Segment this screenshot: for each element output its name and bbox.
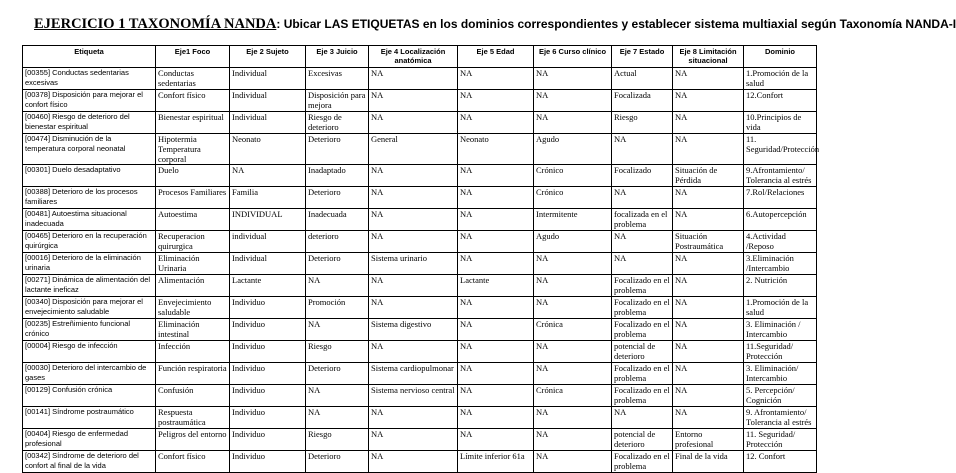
table-cell: Inadecuada (306, 209, 369, 231)
table-cell: Lactante (230, 275, 306, 297)
table-cell: Bienestar espiritual (156, 112, 230, 134)
table-cell: NA (458, 231, 534, 253)
table-cell: Crónico (534, 165, 612, 187)
table-cell: NA (369, 231, 458, 253)
document-title (34, 16, 956, 33)
table-cell: 7.Rol/Relaciones (744, 187, 817, 209)
table-cell: Riesgo de deterioro (306, 112, 369, 134)
table-cell: NA (369, 275, 458, 297)
table-cell: Alimentación (156, 275, 230, 297)
table-cell: 3. Eliminación/ Intercambio (744, 363, 817, 385)
table-cell: potencial de deterioro (612, 429, 673, 451)
table-cell: NA (534, 407, 612, 429)
table-cell: NA (369, 451, 458, 473)
column-header: Eje 7 Estado (612, 46, 673, 68)
table-row (23, 297, 817, 319)
table-cell: Confusión (156, 385, 230, 407)
table-cell: Lactante (458, 275, 534, 297)
table-cell: NA (458, 385, 534, 407)
table-cell: NA (612, 231, 673, 253)
table-cell: potencial de deterioro (612, 341, 673, 363)
label-cell: [00342] Síndrome de deterioro del confort al final de la vida (23, 451, 156, 473)
table-cell: NA (612, 187, 673, 209)
table-cell: NA (369, 90, 458, 112)
table-cell: NA (458, 187, 534, 209)
table-cell: Sistema cardiopulmonar (369, 363, 458, 385)
table-row (23, 90, 817, 112)
table-cell: Confort físico (156, 90, 230, 112)
table-cell: NA (369, 341, 458, 363)
table-cell: Individuo (230, 385, 306, 407)
table-row (23, 341, 817, 363)
title-main: EJERCICIO 1 TAXONOMÍA NANDA (34, 16, 277, 32)
table-cell: NA (230, 165, 306, 187)
table-cell: NA (369, 297, 458, 319)
table-cell: 10.Principios de vida (744, 112, 817, 134)
table-cell: NA (306, 407, 369, 429)
table-cell: 3. Eliminación / Intercambio (744, 319, 817, 341)
table-row (23, 275, 817, 297)
table-row (23, 231, 817, 253)
table-cell: Focalizado en el problema (612, 319, 673, 341)
table-cell: individual (230, 231, 306, 253)
header-row (23, 46, 817, 68)
table-row (23, 112, 817, 134)
table-cell: NA (458, 341, 534, 363)
table-cell: NA (458, 297, 534, 319)
table-row (23, 429, 817, 451)
table-cell: 6.Autopercepción (744, 209, 817, 231)
table-cell: NA (612, 407, 673, 429)
table-cell: 12. Confort (744, 451, 817, 473)
label-cell: [00129] Confusión crónica (23, 385, 156, 407)
label-cell: [00030] Deterioro del intercambio de gases (23, 363, 156, 385)
table-cell: Agudo (534, 231, 612, 253)
table-cell: Individuo (230, 297, 306, 319)
table-cell: Individual (230, 253, 306, 275)
label-cell: [00404] Riesgo de enfermedad profesional (23, 429, 156, 451)
table-cell: Deterioro (306, 253, 369, 275)
table-cell: Situación Postraumática (673, 231, 744, 253)
column-header: Eje1 Foco (156, 46, 230, 68)
table-cell: Promoción (306, 297, 369, 319)
table-cell: Actual (612, 68, 673, 90)
table-cell: NA (673, 385, 744, 407)
label-cell: [00004] Riesgo de infección (23, 341, 156, 363)
table-cell: Crónica (534, 385, 612, 407)
table-cell: Final de la vida (673, 451, 744, 473)
table-cell: 9. Afrontamiento/ Tolerancia al estrés (744, 407, 817, 429)
table-cell: NA (369, 209, 458, 231)
table-cell: Individuo (230, 341, 306, 363)
table-row (23, 134, 817, 165)
table-cell: Focalizado en el problema (612, 385, 673, 407)
table-cell: Sistema nervioso central (369, 385, 458, 407)
table-cell: NA (369, 112, 458, 134)
label-cell: [00474] Disminución de la temperatura corporal neonatal (23, 134, 156, 165)
table-cell: Excesivas (306, 68, 369, 90)
table-row (23, 165, 817, 187)
table-row (23, 253, 817, 275)
table-cell: 11.Seguridad/ Protección (744, 341, 817, 363)
column-header: Dominio (744, 46, 817, 68)
table-cell: NA (534, 253, 612, 275)
table-cell: Eliminación intestinal (156, 319, 230, 341)
table-cell: Infección (156, 341, 230, 363)
table-cell: Individuo (230, 407, 306, 429)
table-cell: NA (673, 112, 744, 134)
table-cell: 9.Afrontamiento/ Tolerancia al estrés (744, 165, 817, 187)
table-cell: NA (673, 187, 744, 209)
table-cell: Focalizado en el problema (612, 451, 673, 473)
table-cell: NA (369, 429, 458, 451)
table-body (23, 68, 820, 473)
label-cell: [00301] Duelo desadaptativo (23, 165, 156, 187)
table-cell: Deterioro (306, 187, 369, 209)
table-cell: 12.Confort (744, 90, 817, 112)
table-cell: Crónico (534, 187, 612, 209)
table-cell: Función respiratoria (156, 363, 230, 385)
table-row (23, 363, 817, 385)
table-cell: 11. Seguridad/ Protección (744, 429, 817, 451)
table-cell: Deterioro (306, 451, 369, 473)
label-cell: [00355] Conductas sedentarias excesivas (23, 68, 156, 90)
table-cell: NA (612, 253, 673, 275)
table-cell: Neonato (458, 134, 534, 165)
column-header: Eje 8 Limitación situacional (673, 46, 744, 68)
table-cell: NA (534, 451, 612, 473)
table-cell: Eliminación Urinaria (156, 253, 230, 275)
label-cell: [00271] Dinámica de alimentación del lactante ineficaz (23, 275, 156, 297)
table-cell: NA (673, 341, 744, 363)
label-cell: [00141] Síndrome postraumático (23, 407, 156, 429)
table-cell: NA (673, 68, 744, 90)
table-cell: 5. Percepción/ Cognición (744, 385, 817, 407)
table-cell: Autoestima (156, 209, 230, 231)
table-cell: deterioro (306, 231, 369, 253)
table-cell: NA (458, 429, 534, 451)
table-cell: NA (306, 275, 369, 297)
table-cell: NA (458, 90, 534, 112)
table-cell: NA (534, 90, 612, 112)
table-cell: Riesgo (612, 112, 673, 134)
table-cell: NA (458, 253, 534, 275)
table-cell: NA (673, 297, 744, 319)
table-cell: Individuo (230, 429, 306, 451)
table-cell: NA (673, 209, 744, 231)
table-row (23, 451, 817, 473)
table-cell: Neonato (230, 134, 306, 165)
table-cell: Individual (230, 90, 306, 112)
table-cell: 3.Eliminación /Intercambio (744, 253, 817, 275)
table-cell: Disposición para mejora (306, 90, 369, 112)
title-sub: : Ubicar LAS ETIQUETAS en los dominios correspondientes y establecer sistema multiaxial según Taxonomía NANDA-I (276, 17, 956, 31)
table-cell: NA (673, 90, 744, 112)
table-cell: NA (673, 363, 744, 385)
table-cell: Riesgo (306, 341, 369, 363)
column-header: Etiqueta (23, 46, 156, 68)
table-row (23, 385, 817, 407)
label-cell: [00465] Deterioro en la recuperación quirúrgica (23, 231, 156, 253)
table-cell: Focalizado en el problema (612, 275, 673, 297)
table-cell: Entorno profesional (673, 429, 744, 451)
table-cell: Sistema urinario (369, 253, 458, 275)
column-header: Eje 6 Curso clínico (534, 46, 612, 68)
table-cell: NA (534, 112, 612, 134)
table-cell: NA (673, 253, 744, 275)
table-cell: NA (673, 134, 744, 165)
table-cell: NA (673, 319, 744, 341)
table-row (23, 68, 817, 90)
table-cell: Individuo (230, 319, 306, 341)
table-cell: Procesos Familiares (156, 187, 230, 209)
table-cell: NA (306, 319, 369, 341)
table-cell: Peligros del entorno (156, 429, 230, 451)
table-cell: Envejecimiento saludable (156, 297, 230, 319)
table-cell: NA (369, 407, 458, 429)
table-cell: NA (673, 407, 744, 429)
table-cell: 1.Promoción de la salud (744, 297, 817, 319)
table-cell: Inadaptado (306, 165, 369, 187)
table-cell: Individual (230, 112, 306, 134)
table-cell: Confort físico (156, 451, 230, 473)
table-cell: 11. Seguridad/Protección (744, 134, 817, 165)
table-cell: NA (458, 68, 534, 90)
table-row (23, 319, 817, 341)
table-cell: Sistema digestivo (369, 319, 458, 341)
table-cell: NA (458, 407, 534, 429)
table-row (23, 407, 817, 429)
table-cell: NA (458, 112, 534, 134)
table-cell: NA (612, 134, 673, 165)
column-header: Eje 5 Edad (458, 46, 534, 68)
table-cell: Duelo (156, 165, 230, 187)
column-header: Eje 2 Sujeto (230, 46, 306, 68)
table-cell: focalizada en el problema (612, 209, 673, 231)
table-cell: NA (458, 209, 534, 231)
table-cell: NA (534, 275, 612, 297)
table-cell: NA (306, 385, 369, 407)
table-cell: NA (458, 363, 534, 385)
table-cell: Recuperacion quirurgica (156, 231, 230, 253)
table-cell: NA (534, 341, 612, 363)
table-cell: Focalizado en el problema (612, 363, 673, 385)
table-cell: NA (369, 68, 458, 90)
table-cell: NA (534, 429, 612, 451)
table-cell: NA (534, 363, 612, 385)
table-cell: Deterioro (306, 363, 369, 385)
table-row (23, 209, 817, 231)
table-cell: NA (369, 187, 458, 209)
table-cell: NA (458, 319, 534, 341)
table-cell: NA (369, 165, 458, 187)
label-cell: [00340] Disposición para mejorar el envejecimiento saludable (23, 297, 156, 319)
table-cell: Focalizado (612, 165, 673, 187)
table-cell: Individual (230, 68, 306, 90)
table-cell: NA (534, 68, 612, 90)
nanda-table (22, 45, 820, 473)
table-cell: Agudo (534, 134, 612, 165)
table-cell: Límite inferior 61a (458, 451, 534, 473)
table-cell: Crónica (534, 319, 612, 341)
label-cell: [00388] Deterioro de los procesos familiares (23, 187, 156, 209)
table-cell: NA (534, 297, 612, 319)
table-cell: 1.Promoción de la salud (744, 68, 817, 90)
table-cell: Conductas sedentarias (156, 68, 230, 90)
table-row (23, 187, 817, 209)
label-cell: [00481] Autoestima situacional inadecuada (23, 209, 156, 231)
column-header: Eje 4 Localización anatómica (369, 46, 458, 68)
label-cell: [00016] Deterioro de la eliminación urinaria (23, 253, 156, 275)
label-cell: [00460] Riesgo de deterioro del bienestar espiritual (23, 112, 156, 134)
table-cell: Deterioro (306, 134, 369, 165)
table-cell: INDIVIDUAL (230, 209, 306, 231)
table-cell: Focalizado en el problema (612, 297, 673, 319)
table-cell: NA (673, 275, 744, 297)
table-cell: Focalizada (612, 90, 673, 112)
table-cell: Situación de Pérdida (673, 165, 744, 187)
label-cell: [00235] Estreñimiento funcional crónico (23, 319, 156, 341)
column-header: Eje 3 Juicio (306, 46, 369, 68)
table-cell: Riesgo (306, 429, 369, 451)
table-cell: NA (458, 165, 534, 187)
table-cell: Respuesta postraumática (156, 407, 230, 429)
label-cell: [00378] Disposición para mejorar el confort físico (23, 90, 156, 112)
table-cell: Familia (230, 187, 306, 209)
table-cell: 2. Nutrición (744, 275, 817, 297)
table-cell: Individuo (230, 451, 306, 473)
table-cell: Individuo (230, 363, 306, 385)
table-cell: General (369, 134, 458, 165)
table-cell: Hipotermia Temperatura corporal (156, 134, 230, 165)
table-cell: 4.Actividad /Reposo (744, 231, 817, 253)
table-cell: Intermitente (534, 209, 612, 231)
